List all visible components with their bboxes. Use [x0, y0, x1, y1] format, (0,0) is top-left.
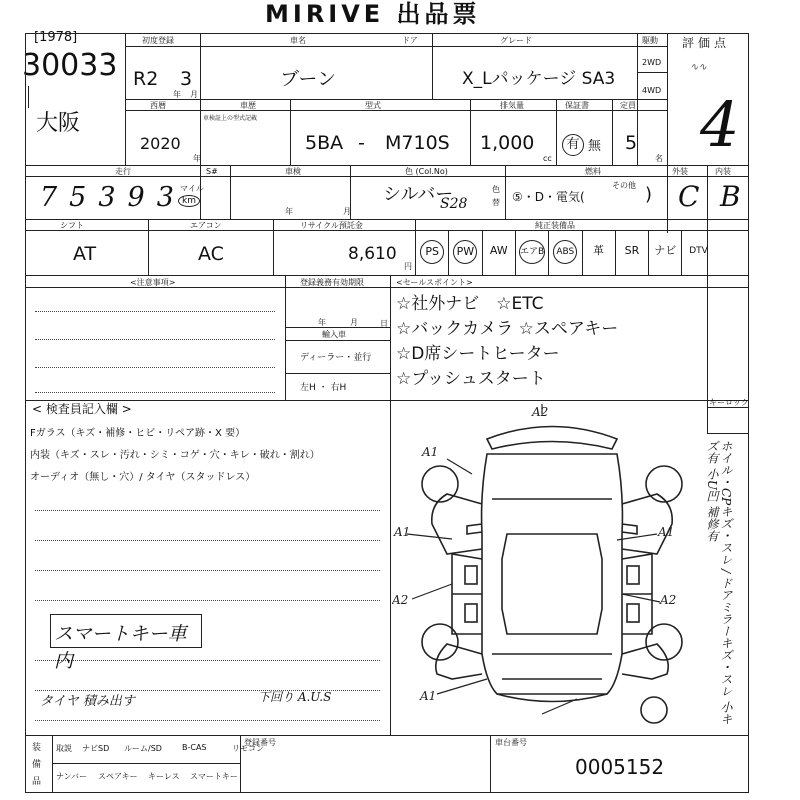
displacement-value: 1,000 — [480, 132, 535, 154]
equipment-item — [582, 231, 615, 275]
label-displacement: 排気量 — [500, 101, 524, 110]
recycle-value: 8,610 — [348, 244, 397, 264]
label-sales-points: <セールスポイント> — [396, 278, 473, 287]
damage-mark: A2 — [392, 593, 409, 607]
label-sno: S# — [206, 167, 218, 176]
equipment-item — [548, 231, 581, 275]
page-title: MIRIVE 出品票 — [265, 0, 481, 28]
sales-point-item: ☆プッシュスタート — [396, 369, 546, 389]
warranty-no: 無 — [588, 139, 602, 154]
month-mark: 月 — [190, 90, 198, 99]
fuel-close: ) — [645, 184, 653, 205]
label-capacity: 定員 — [620, 101, 636, 110]
accessories-side-label — [32, 740, 41, 791]
label-dealer: ディーラー・並行 — [300, 353, 372, 363]
sales-point-item: ☆D席シートヒーター — [396, 344, 560, 364]
equipment-label: ABS — [553, 240, 577, 264]
damage-mark: A2 — [532, 405, 549, 419]
equipment-item — [515, 231, 548, 275]
equipment-label: エアB — [519, 240, 545, 264]
rear-left-wheel — [422, 624, 458, 660]
score-value: 4 — [700, 88, 740, 161]
label-notes: <注意事項> — [130, 278, 176, 287]
shaken-year: 年 — [285, 207, 293, 216]
label-grade: グレード — [500, 36, 532, 45]
spare-tire — [641, 697, 667, 723]
inspector-line: オーディオ（無し・穴）/ タイヤ（スタッドレス） — [30, 472, 256, 483]
front-left-wheel — [422, 466, 458, 502]
label-shift: シフト — [60, 221, 84, 230]
lot-number: 30033 — [22, 48, 118, 83]
first-reg-month: 3 — [180, 68, 193, 90]
label-car-name: 車名 — [290, 36, 306, 45]
mile-unit: マイル — [180, 184, 204, 193]
accessories-side-char: 装 — [32, 743, 42, 753]
damage-mark: A1 — [658, 525, 675, 539]
inspector-line: Fガラス（キズ・補修・ヒビ・リペア跡・X 要） — [30, 428, 246, 439]
side-note: ホイル・CPキズ・スレ / ドアミラーキズ・スレ 小キズ有 小U凹 補修有 — [705, 440, 733, 725]
damage-mark: A1 — [420, 689, 437, 703]
accessory-item: 取説 — [56, 744, 72, 753]
label-first-reg: 初度登録 — [142, 36, 174, 45]
equipment-label: 革 — [593, 244, 605, 257]
score-scribble: ∿∿ — [690, 62, 707, 73]
persons-unit: 名 — [655, 154, 663, 163]
equipment-item — [681, 231, 714, 275]
rear-right-wheel — [646, 624, 682, 660]
smart-key-text: スマートキー車内 — [54, 623, 187, 672]
equipment-item — [482, 231, 515, 275]
label-recycle: リサイクル預託金 — [300, 221, 363, 230]
reg-expiry-day: 日 — [380, 319, 388, 328]
label-inspection: 車検 — [285, 167, 301, 176]
shift-value: AT — [73, 243, 97, 265]
label-interior: 内装 — [715, 167, 731, 176]
label-4wd: 4WD — [642, 86, 662, 95]
damage-mark: A1 — [394, 525, 411, 539]
recycle-unit: 円 — [404, 262, 412, 271]
label-left-right: 左H ・ 右H — [300, 383, 347, 393]
label-warranty: 保証書 — [565, 101, 589, 110]
label-exterior: 外装 — [672, 167, 688, 176]
first-reg-era: R2 — [133, 68, 159, 90]
equipment-label: AW — [489, 244, 508, 257]
label-equipment: 純正装備品 — [535, 221, 575, 230]
accessory-item: キーレス — [148, 772, 180, 781]
label-mileage: 走行 — [115, 167, 131, 176]
tire-note: タイヤ 積み出す — [40, 694, 135, 709]
label-reg-number: 登録番号 — [244, 738, 276, 747]
equipment-item — [648, 231, 681, 275]
lot-code: [1978] — [34, 30, 78, 45]
label-inspector: < 検査員記入欄 > — [32, 402, 132, 416]
label-model: 型式 — [365, 101, 381, 110]
inspector-line: 内装（キズ・スレ・汚れ・シミ・コゲ・穴・キレ・破れ・割れ） — [30, 450, 320, 461]
km-unit: km — [178, 195, 200, 207]
label-drive: 駆動 — [642, 36, 658, 45]
reg-expiry-month: 月 — [350, 318, 358, 327]
equipment-label: ナビ — [654, 244, 677, 257]
fuel-value: ⑤・D・電気( — [512, 190, 585, 204]
label-chassis: 車台番号 — [495, 738, 527, 747]
equipment-item — [448, 231, 481, 275]
equipment-label: SR — [624, 244, 640, 257]
label-year-western: 西暦 — [150, 101, 166, 110]
label-import: 輸入車 — [322, 330, 346, 339]
accessory-item: ナンバー — [56, 772, 88, 781]
equipment-label: DTV — [689, 246, 708, 256]
front-right-wheel — [646, 466, 682, 502]
label-color: 色 (Col.No) — [405, 167, 448, 176]
reg-expiry-year: 年 — [318, 318, 326, 327]
accessory-item: スマートキー — [190, 772, 238, 781]
color-code: S28 — [440, 196, 468, 212]
color-value: シルバー — [383, 184, 454, 205]
smart-key-note — [50, 614, 202, 672]
label-door: ドア — [402, 36, 418, 45]
grade-value: X_Lパッケージ SA3 — [462, 69, 616, 89]
aircon-value: AC — [198, 243, 224, 265]
exterior-value: C — [678, 180, 700, 213]
damage-mark: A1 — [422, 445, 439, 459]
label-aircon: エアコン — [190, 221, 222, 230]
capacity-value: 5 — [625, 132, 638, 154]
plate-note: 車検証上の型式記載 — [203, 115, 258, 122]
accessories-side-char: 品 — [32, 777, 42, 787]
car-name-value: ブーン — [280, 68, 337, 90]
lot-location: 大阪 — [36, 111, 81, 136]
underbody-note: 下回り A.U.S — [258, 690, 332, 704]
equipment-item — [615, 231, 648, 275]
mileage-value: 75393 — [40, 182, 186, 213]
label-fuel: 燃料 — [585, 167, 601, 176]
shaken-month: 月 — [343, 207, 351, 216]
accessories-side-char: 備 — [32, 760, 42, 770]
equipment-label: PS — [420, 240, 444, 264]
label-reg-expiry: 登録義務有効期限 — [300, 278, 364, 287]
fuel-other-label: その他 — [612, 181, 636, 190]
front-bumper-shape — [487, 427, 617, 450]
sales-point-item: ☆バックカメラ ☆スペアキー — [396, 319, 619, 339]
equipment-item — [415, 231, 448, 275]
year-mark: 年 — [173, 90, 181, 99]
warranty-yes: 有 — [562, 134, 584, 156]
car-roof-outline — [502, 534, 602, 634]
equipment-label: PW — [453, 240, 477, 264]
year-value: 2020 — [140, 134, 181, 153]
chassis-number: 0005152 — [575, 755, 665, 779]
interior-value: B — [720, 180, 741, 213]
accessory-item: ナビSD — [82, 744, 110, 753]
model-code: M710S — [385, 132, 450, 154]
accessory-item: リモコン — [232, 744, 264, 753]
model-prefix: 5BA — [305, 132, 344, 154]
color-mark: 色 替 — [492, 185, 500, 207]
damage-mark: A2 — [660, 593, 677, 607]
year-mark-2: 年 — [193, 154, 201, 163]
cc-unit: cc — [543, 154, 552, 163]
model-dash: - — [358, 132, 365, 154]
label-key-lock: キーロック — [709, 398, 749, 407]
accessory-item: B-CAS — [182, 743, 207, 752]
accessory-item: ルーム/SD — [124, 744, 162, 753]
label-shaken-type: 車歴 — [240, 101, 256, 110]
label-score: 評価点 — [682, 36, 731, 50]
sales-point-item: ☆社外ナビ ☆ETC — [396, 294, 544, 314]
car-damage-diagram — [392, 404, 704, 734]
accessory-item: スペアキー — [98, 772, 138, 781]
label-2wd: 2WD — [642, 58, 662, 67]
